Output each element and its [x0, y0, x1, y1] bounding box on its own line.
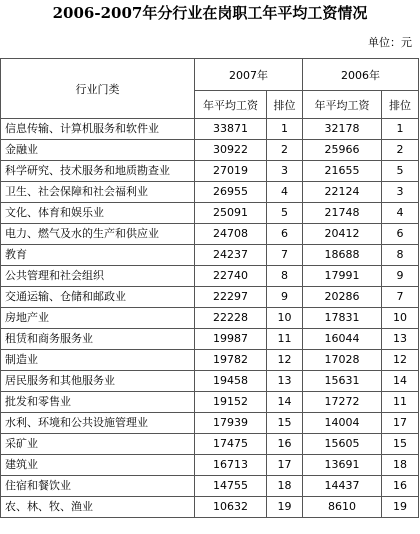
table-row: [1, 455, 419, 476]
wage-table: [0, 58, 419, 518]
rank-2007: 1: [267, 119, 303, 140]
table-row: [1, 287, 419, 308]
industry-name: 交通运输、仓储和邮政业: [1, 287, 195, 308]
wage-2007: 22740: [195, 266, 267, 287]
unit-label: 单位：元: [368, 36, 412, 49]
wage-2007: 19458: [195, 371, 267, 392]
industry-name: 农、林、牧、渔业: [1, 497, 195, 518]
rank-2007: 16: [267, 434, 303, 455]
wage-2006: 32178: [303, 119, 382, 140]
wage-2007: 17475: [195, 434, 267, 455]
industry-name: 居民服务和其他服务业: [1, 371, 195, 392]
page-title: 2006-2007年分行业在岗职工年平均工资情况: [52, 4, 368, 22]
wage-2006: 21748: [303, 203, 382, 224]
wage-2006: 8610: [303, 497, 382, 518]
rank-2006: 1: [382, 119, 419, 140]
wage-2007: 30922: [195, 140, 267, 161]
rank-2006: 9: [382, 266, 419, 287]
table-row: [1, 497, 419, 518]
rank-2007: 15: [267, 413, 303, 434]
rank-2006: 7: [382, 287, 419, 308]
wage-2007: 24708: [195, 224, 267, 245]
rank-2006: 11: [382, 392, 419, 413]
rank-2006: 16: [382, 476, 419, 497]
wage-2007: 17939: [195, 413, 267, 434]
industry-name: 电力、燃气及水的生产和供应业: [1, 224, 195, 245]
table-row: [1, 203, 419, 224]
wage-2007: 19152: [195, 392, 267, 413]
rank-2007: 17: [267, 455, 303, 476]
industry-name: 制造业: [1, 350, 195, 371]
wage-2006: 25966: [303, 140, 382, 161]
rank-2006: 2: [382, 140, 419, 161]
industry-name: 水利、环境和公共设施管理业: [1, 413, 195, 434]
table-row: [1, 182, 419, 203]
rank-2007: 3: [267, 161, 303, 182]
wage-2006: 14437: [303, 476, 382, 497]
rank-2007: 18: [267, 476, 303, 497]
rank-2007: 9: [267, 287, 303, 308]
rank-2006: 5: [382, 161, 419, 182]
rank-2007: 2: [267, 140, 303, 161]
industry-name: 教育: [1, 245, 195, 266]
wage-2006: 20286: [303, 287, 382, 308]
table-row: [1, 161, 419, 182]
industry-name: 住宿和餐饮业: [1, 476, 195, 497]
rank-2007: 4: [267, 182, 303, 203]
rank-2006: 15: [382, 434, 419, 455]
industry-name: 批发和零售业: [1, 392, 195, 413]
wage-2007: 14755: [195, 476, 267, 497]
rank-2007: 12: [267, 350, 303, 371]
table-row: [1, 371, 419, 392]
wage-2006: 15631: [303, 371, 382, 392]
table-row: [1, 329, 419, 350]
rank-2007: 8: [267, 266, 303, 287]
header-industry: 行业门类: [1, 59, 195, 119]
rank-2006: 18: [382, 455, 419, 476]
table-row: [1, 392, 419, 413]
wage-2006: 22124: [303, 182, 382, 203]
rank-2007: 10: [267, 308, 303, 329]
rank-2006: 14: [382, 371, 419, 392]
table-body: [1, 119, 419, 518]
table-row: [1, 476, 419, 497]
wage-2007: 19782: [195, 350, 267, 371]
rank-2007: 7: [267, 245, 303, 266]
wage-2007: 24237: [195, 245, 267, 266]
header-avg-wage-2007: 年平均工资: [195, 91, 267, 119]
table-row: [1, 140, 419, 161]
table-row: [1, 245, 419, 266]
wage-2006: 13691: [303, 455, 382, 476]
rank-2006: 4: [382, 203, 419, 224]
rank-2006: 12: [382, 350, 419, 371]
wage-2007: 22228: [195, 308, 267, 329]
table-row: [1, 434, 419, 455]
rank-2007: 11: [267, 329, 303, 350]
header-rank-2006: 排位: [382, 91, 419, 119]
rank-2006: 3: [382, 182, 419, 203]
industry-name: 科学研究、技术服务和地质勘查业: [1, 161, 195, 182]
header-avg-wage-2006: 年平均工资: [303, 91, 382, 119]
wage-2007: 10632: [195, 497, 267, 518]
wage-2007: 22297: [195, 287, 267, 308]
wage-2006: 20412: [303, 224, 382, 245]
wage-2006: 16044: [303, 329, 382, 350]
wage-2007: 16713: [195, 455, 267, 476]
rank-2007: 5: [267, 203, 303, 224]
industry-name: 信息传输、计算机服务和软件业: [1, 119, 195, 140]
table-row: [1, 350, 419, 371]
industry-name: 公共管理和社会组织: [1, 266, 195, 287]
rank-2007: 19: [267, 497, 303, 518]
rank-2006: 13: [382, 329, 419, 350]
wage-2007: 33871: [195, 119, 267, 140]
wage-2007: 27019: [195, 161, 267, 182]
industry-name: 房地产业: [1, 308, 195, 329]
wage-2006: 17831: [303, 308, 382, 329]
wage-2006: 17272: [303, 392, 382, 413]
wage-2006: 21655: [303, 161, 382, 182]
industry-name: 租赁和商务服务业: [1, 329, 195, 350]
rank-2006: 8: [382, 245, 419, 266]
wage-2006: 17028: [303, 350, 382, 371]
table-row: [1, 308, 419, 329]
header-year-2007: 2007年: [195, 59, 303, 91]
rank-2006: 17: [382, 413, 419, 434]
industry-name: 卫生、社会保障和社会福利业: [1, 182, 195, 203]
wage-2007: 19987: [195, 329, 267, 350]
rank-2007: 13: [267, 371, 303, 392]
rank-2007: 14: [267, 392, 303, 413]
table-row: [1, 224, 419, 245]
industry-name: 文化、体育和娱乐业: [1, 203, 195, 224]
rank-2006: 19: [382, 497, 419, 518]
table-row: [1, 413, 419, 434]
wage-2006: 15605: [303, 434, 382, 455]
wage-2006: 17991: [303, 266, 382, 287]
rank-2006: 10: [382, 308, 419, 329]
wage-2006: 18688: [303, 245, 382, 266]
rank-2007: 6: [267, 224, 303, 245]
wage-2006: 14004: [303, 413, 382, 434]
wage-2007: 25091: [195, 203, 267, 224]
header-year-2006: 2006年: [303, 59, 419, 91]
table-row: [1, 266, 419, 287]
industry-name: 建筑业: [1, 455, 195, 476]
wage-2007: 26955: [195, 182, 267, 203]
industry-name: 金融业: [1, 140, 195, 161]
header-rank-2007: 排位: [267, 91, 303, 119]
table-row: [1, 119, 419, 140]
industry-name: 采矿业: [1, 434, 195, 455]
rank-2006: 6: [382, 224, 419, 245]
